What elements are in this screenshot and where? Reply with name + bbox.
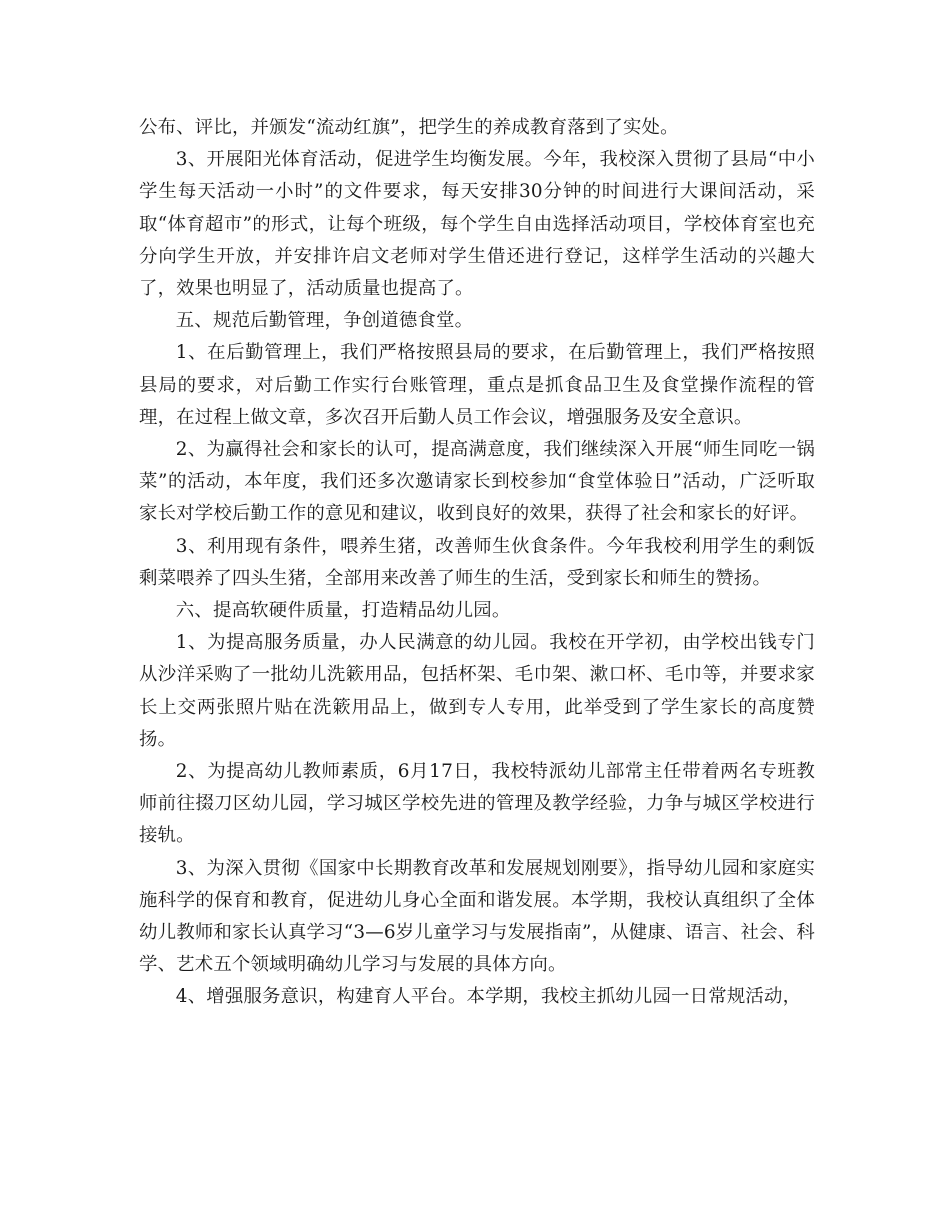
paragraph-raising-pigs: 3、利用现有条件，喂养生猪，改善师生伙食条件。今年我校利用学生的剩饭剩菜喂养了四头生猪，全部用来改善了师生的生活，受到家长和师生的赞扬。 [139,535,815,589]
paragraph-parent-recognition: 2、为赢得社会和家长的认可，提高满意度，我们继续深入开展“师生同吃一锅菜”的活动，本年度，我们还多次邀请家长到校参加“食堂体验日”活动，广泛听取家长对学校后勤工作的意见和建议，收到良好的效果，获得了社会和家长的好评。 [139,439,815,525]
paragraph-sunshine-sports: 3、开展阳光体育活动，促进学生均衡发展。今年，我校深入贯彻了县局“中小学生每天活动一小时”的文件要求，每天安排30分钟的时间进行大课间活动，采取“体育超市”的形式，让每个班级，每个学生自由选择活动项目，学校体育室也充分向学生开放，并安排许启文老师对学生借还进行登记，这样学生活动的兴趣大了，效果也明显了，活动质量也提高了。 [139,149,815,300]
document-body [139,112,815,1014]
paragraph-education-plan: 3、为深入贯彻《国家中长期教育改革和发展规划刚要》，指导幼儿园和家庭实施科学的保育和教育，促进幼儿身心全面和谐发展。本学期，我校认真组织了全体幼儿教师和家长认真学习“3—6岁儿童学习与发展指南”，从健康、语言、社会、科学、艺术五个领域明确幼儿学习与发展的具体方向。 [139,857,815,976]
section-heading-kindergarten: 六、提高软硬件质量，打造精品幼儿园。 [175,600,511,622]
paragraph-service-awareness: 4、增强服务意识，构建育人平台。本学期，我校主抓幼儿园一日常规活动， [175,986,802,1008]
paragraph-service-quality: 1、为提高服务质量，办人民满意的幼儿园。我校在开学初，由学校出钱专门从沙洋采购了一批幼儿洗簌用品，包括杯架、毛巾架、漱口杯、毛巾等，并要求家长上交两张照片贴在洗簌用品上，做到专人专用，此举受到了学生家长的高度赞扬。 [139,632,815,750]
paragraph-teacher-quality: 2、为提高幼儿教师素质，6月17日，我校特派幼儿部常主任带着两名专班教师前往掇刀区幼儿园，学习城区学校先进的管理及教学经验，力争与城区学校进行接轨。 [139,761,815,847]
section-heading-logistics: 五、规范后勤管理，争创道德食堂。 [175,310,474,332]
paragraph-continuation: 公布、评比，并颁发“流动红旗”，把学生的养成教育落到了实处。 [139,117,679,138]
paragraph-logistics-management: 1、在后勤管理上，我们严格按照县局的要求，在后勤管理上，我们严格按照县局的要求，对后勤工作实行台账管理，重点是抓食品卫生及食堂操作流程的管理，在过程上做文章，多次召开后勤人员工作会议，增强服务及安全意识。 [139,342,815,428]
